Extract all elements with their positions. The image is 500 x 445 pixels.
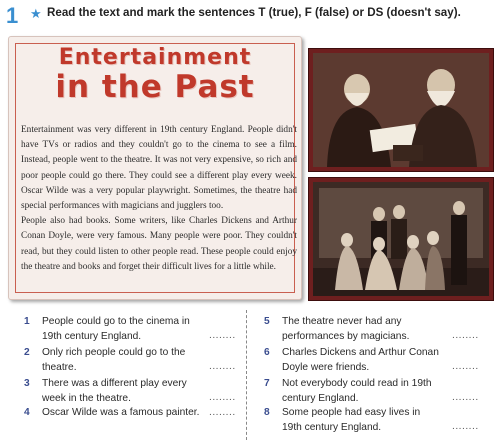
question-text: Charles Dickens and Arthur Conan Doyle were friends. xyxy=(282,347,439,373)
article-paragraph-2: People also had books. Some writers, like Charles Dickens and Arthur Conan Doyle, were very famous. Many people were poor. They couldn't read, but they could listen to other people read. These people could enjoy the theatre and books and forget their difficult lives for a little while. xyxy=(21,216,297,272)
exercise-number: 1 xyxy=(6,3,19,28)
question-number: 2 xyxy=(24,347,30,358)
question-text: Oscar Wilde was a famous painter. xyxy=(42,407,200,418)
star-icon: ★ xyxy=(30,6,42,21)
question-7 xyxy=(264,377,492,407)
article-title-line1: Entertainment xyxy=(58,45,252,70)
question-text: People could go to the cinema in 19th century England. xyxy=(42,316,190,342)
question-text: There was a different play every week in the theatre. xyxy=(42,378,187,404)
answer-blank[interactable]: ........ xyxy=(209,330,236,341)
question-number: 1 xyxy=(24,316,30,327)
photo-two-men xyxy=(308,48,494,172)
exercise-instruction: Read the text and mark the sentences T (true), F (false) or DS (doesn't say). xyxy=(47,6,461,19)
question-text: The theatre never had any performances by magicians. xyxy=(282,316,410,342)
question-number: 4 xyxy=(24,407,30,418)
answer-blank[interactable]: ........ xyxy=(209,361,236,372)
question-text: Some people had easy lives in 19th century England. xyxy=(282,407,421,433)
question-text: Only rich people could go to the theatre. xyxy=(42,347,186,373)
answer-blank[interactable]: ........ xyxy=(452,421,479,432)
question-8 xyxy=(264,406,492,436)
question-number: 3 xyxy=(24,378,30,389)
answer-blank[interactable]: ........ xyxy=(209,407,236,418)
answer-blank[interactable]: ........ xyxy=(452,392,479,403)
photo-theatre-stage xyxy=(308,177,494,301)
answer-blank[interactable]: ........ xyxy=(209,392,236,403)
question-number: 6 xyxy=(264,347,270,358)
question-number: 8 xyxy=(264,407,270,418)
question-number: 7 xyxy=(264,378,270,389)
question-5 xyxy=(264,315,492,345)
article-title-line2: in the Past xyxy=(55,69,255,105)
answer-blank[interactable]: ........ xyxy=(452,330,479,341)
question-text: Not everybody could read in 19th century England. xyxy=(282,378,432,404)
article-paragraph-1: Entertainment was very different in 19th century England. People didn't have TVs or radios and they couldn't go to the cinema to see a film. Instead, people went to the theatre. It was not very expensive, so rich and poor people could go there. They could see a different play every week. Oscar Wilde was a very popular playwright. Sometimes, the theatre had special performances with magicians and jugglers too. xyxy=(21,125,297,212)
article-card xyxy=(8,36,302,300)
question-2 xyxy=(24,346,239,376)
question-4 xyxy=(24,406,239,426)
question-number: 5 xyxy=(264,316,270,327)
question-1 xyxy=(24,315,239,345)
article-text xyxy=(21,123,297,275)
column-divider xyxy=(246,310,247,440)
question-3 xyxy=(24,377,239,407)
answer-blank[interactable]: ........ xyxy=(452,361,479,372)
question-6 xyxy=(264,346,492,376)
